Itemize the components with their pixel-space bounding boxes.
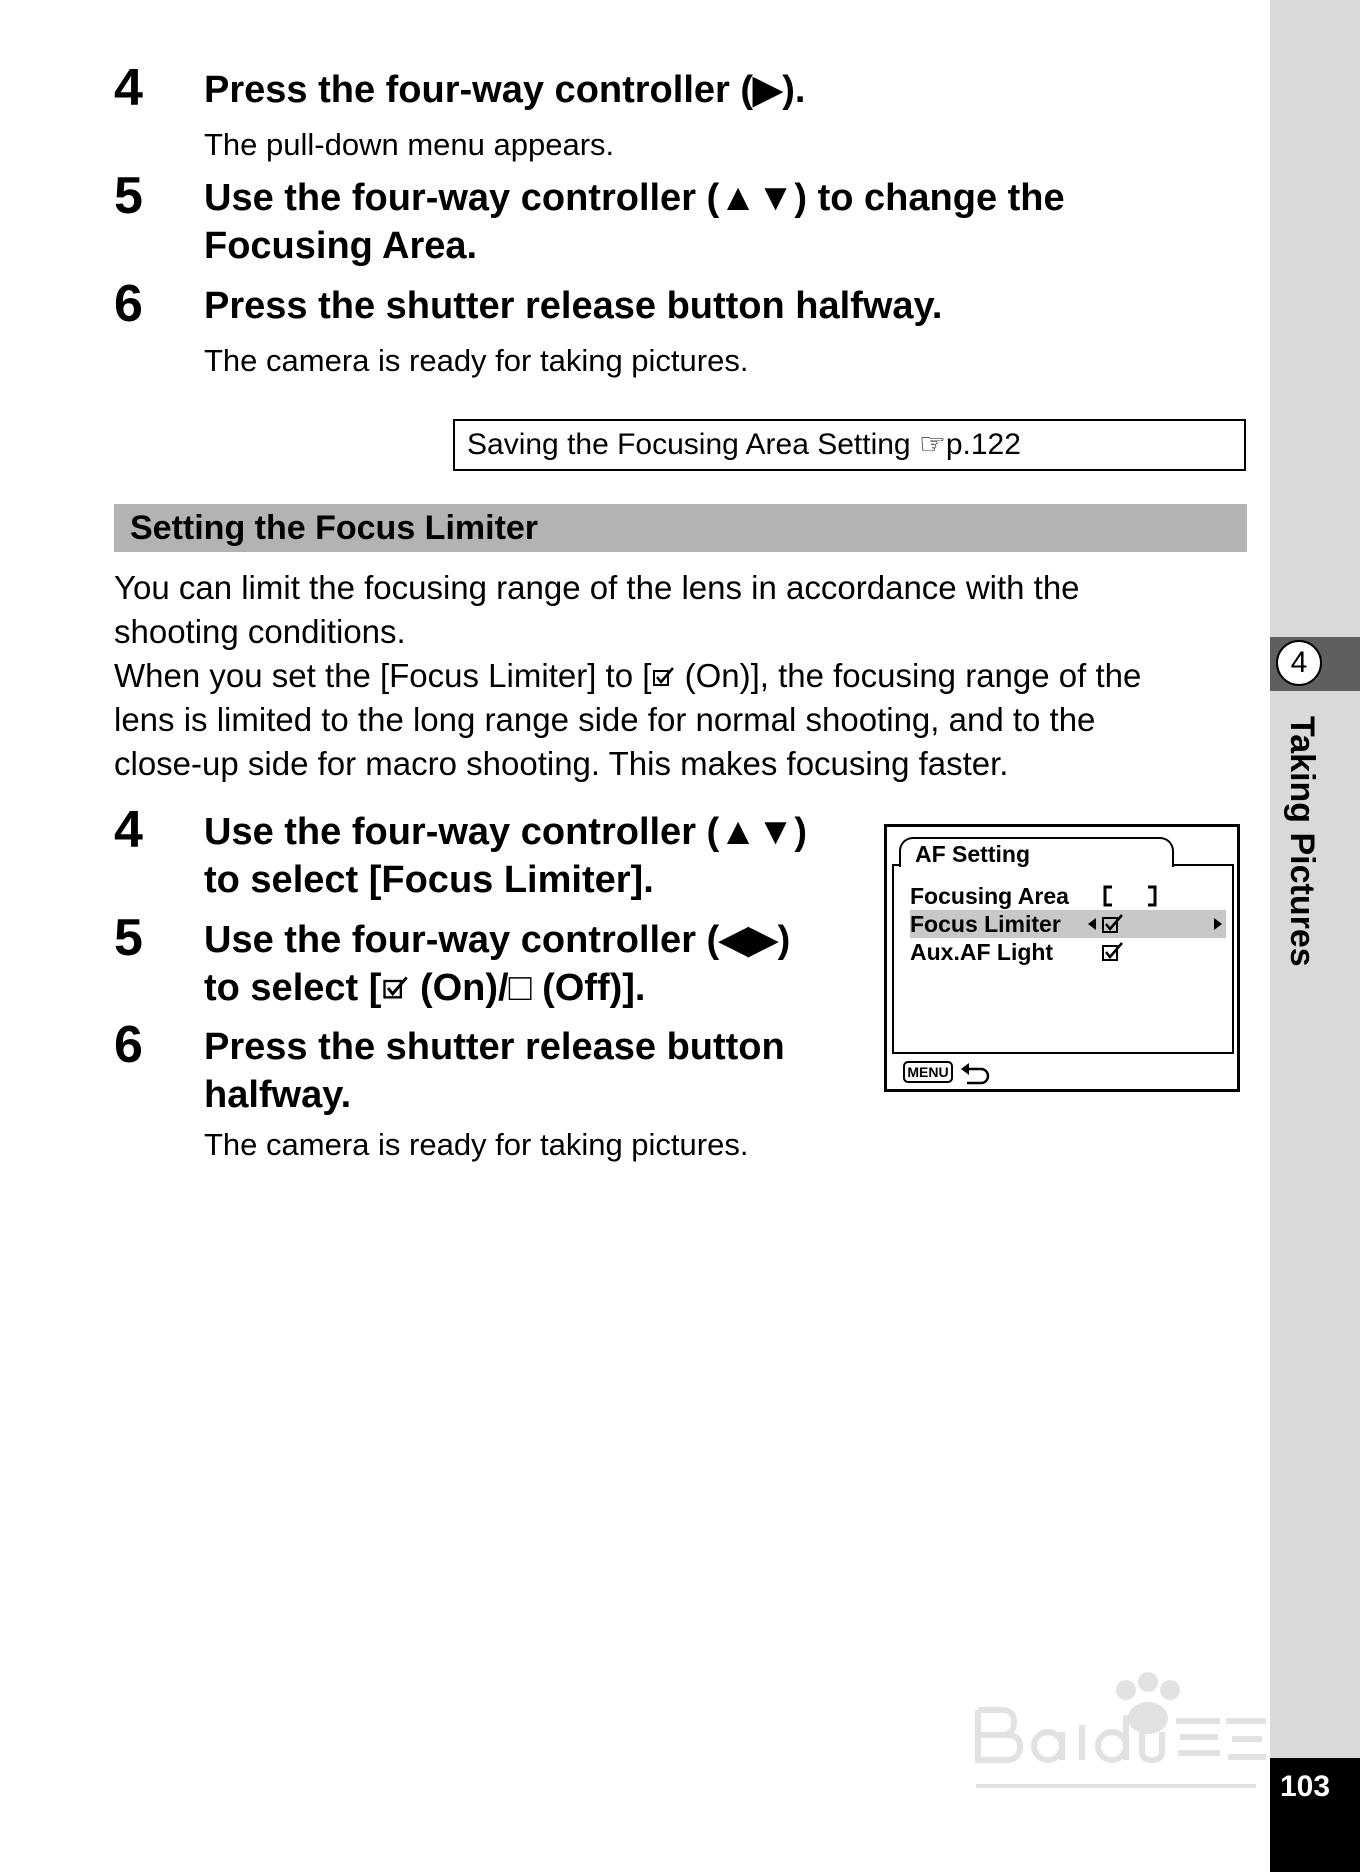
menu-row-label: Focusing Area [910, 883, 1069, 909]
body-line: shooting conditions. [114, 613, 406, 650]
page-number-box [1270, 1758, 1360, 1872]
step-number: 4 [114, 801, 143, 859]
step-title-part: to select [ [204, 967, 382, 1009]
camera-screen [884, 824, 1240, 1092]
menu-row-focus-limiter[interactable] [910, 910, 1226, 938]
arrow-right-icon [1212, 917, 1224, 931]
step-number: 5 [114, 909, 143, 967]
step-title-part: (On)/□ (Off)]. [409, 967, 646, 1009]
watermark-logo [966, 1660, 1276, 1820]
menu-panel [892, 864, 1234, 1054]
menu-row-aux-af-light[interactable] [910, 938, 1226, 966]
checkbox-on-icon [1100, 940, 1124, 964]
body-line [114, 654, 1254, 698]
step-description: The camera is ready for taking pictures. [204, 343, 749, 378]
arrow-left-icon [1086, 917, 1098, 931]
step-title-line1: Use the four-way controller (◀▶) [204, 919, 791, 961]
reference-box[interactable] [453, 419, 1246, 471]
menu-row-label: Focus Limiter [910, 911, 1061, 937]
checkbox-on-icon [651, 665, 675, 689]
body-line-part: When you set the [Focus Limiter] to [ [114, 657, 652, 694]
step-number: 5 [114, 167, 143, 225]
step-title-line1: Press the shutter release button [204, 1026, 785, 1068]
checkbox-on-icon [1100, 912, 1124, 936]
menu-tab[interactable] [899, 837, 1174, 867]
chapter-number: 4 [1276, 640, 1322, 686]
return-arrow-icon [959, 1061, 991, 1085]
step-title: Press the shutter release button halfway. [204, 285, 943, 327]
section-header [114, 504, 1247, 552]
step-title-line1: Use the four-way controller (▲▼) to change the [204, 177, 1065, 219]
step-number: 4 [114, 59, 143, 117]
menu-row-label: Aux.AF Light [910, 939, 1054, 965]
body-line: You can limit the focusing range of the lens in accordance with the [114, 569, 1080, 606]
step-title-line1: Use the four-way controller (▲▼) [204, 811, 808, 853]
section-title: Setting the Focus Limiter [130, 509, 539, 547]
step-title-line2: halfway. [204, 1074, 352, 1116]
body-line: lens is limited to the long range side for normal shooting, and to the [114, 701, 1096, 738]
step-number: 6 [114, 1016, 143, 1074]
step-title-line2 [204, 964, 645, 1012]
step-number: 6 [114, 275, 143, 333]
focus-bracket-icon [1102, 884, 1158, 908]
step-title-line2: Focusing Area. [204, 225, 478, 267]
chapter-title-text: Taking Pictures [1283, 716, 1321, 967]
body-line: close-up side for macro shooting. This makes focusing faster. [114, 745, 1009, 782]
step-title-line2: to select [Focus Limiter]. [204, 859, 654, 901]
menu-row-focusing-area[interactable] [910, 882, 1226, 910]
step-description: The camera is ready for taking pictures. [204, 1127, 749, 1162]
checkbox-on-icon [381, 974, 409, 1002]
chapter-title [1278, 716, 1328, 1016]
body-line-part: (On)], the focusing range of the [675, 657, 1142, 694]
step-title: Press the four-way controller (▶). [204, 69, 806, 111]
step-description: The pull-down menu appears. [204, 127, 615, 162]
menu-tab-title: AF Setting [915, 841, 1030, 867]
page-number: 103 [1280, 1770, 1331, 1803]
body-paragraph [114, 566, 1254, 786]
menu-button[interactable]: MENU [903, 1061, 953, 1083]
reference-text: Saving the Focusing Area Setting ☞p.122 [467, 428, 1021, 461]
